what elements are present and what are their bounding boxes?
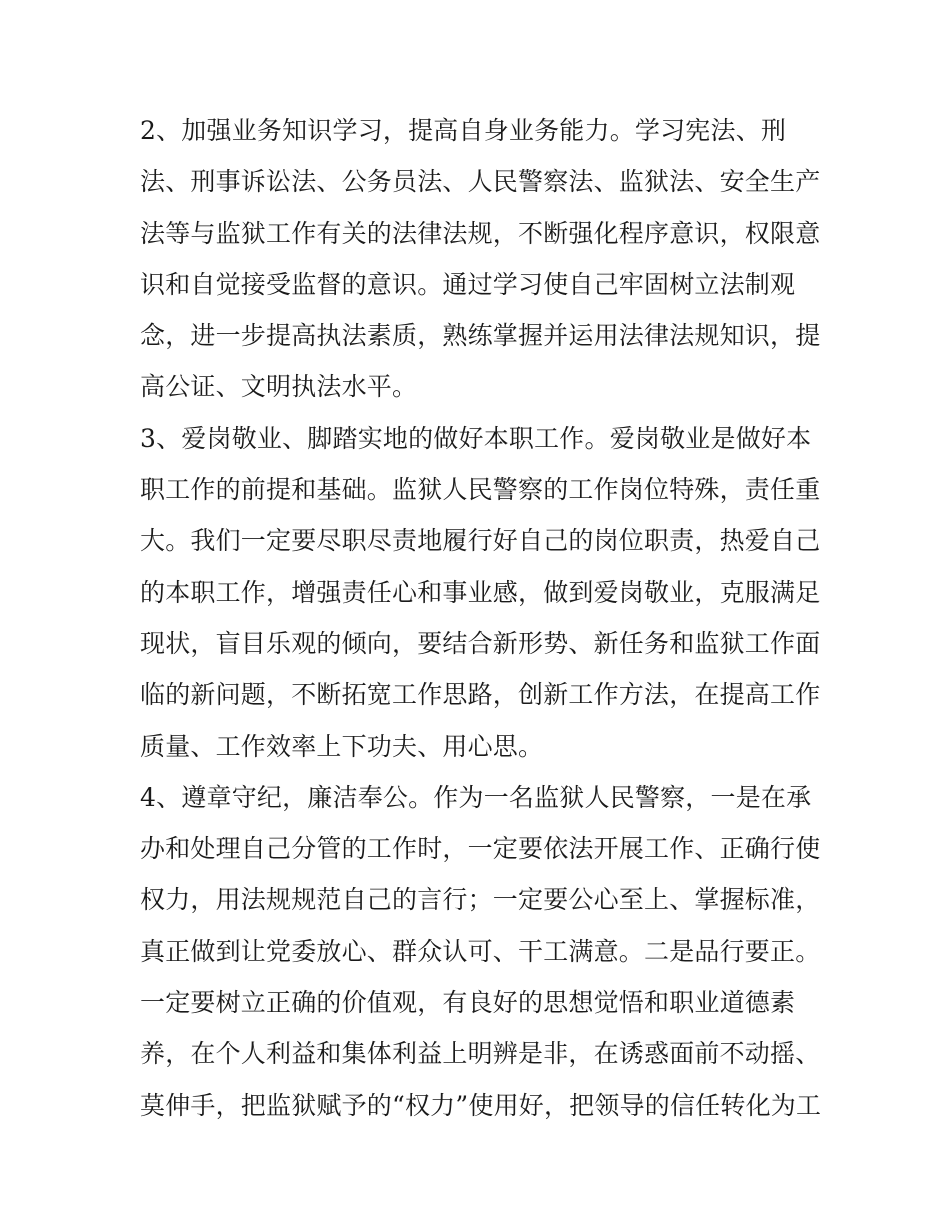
text-line: 养，在个人利益和集体利益上明辨是非，在诱惑面前不动摇、 <box>140 1039 821 1069</box>
text-line: 临的新问题，不断拓宽工作思路，创新工作方法，在提高工作 <box>140 680 821 710</box>
text-line: 识和自觉接受监督的意识。通过学习使自己牢固树立法制观 <box>140 269 796 299</box>
text-line: 4、遵章守纪，廉洁奉公。作为一名监狱人民警察，一是在承 <box>140 782 812 812</box>
text-line: 真正做到让党委放心、群众认可、干工满意。二是品行要正。 <box>140 936 821 966</box>
text-line: 法等与监狱工作有关的法律法规，不断强化程序意识，权限意 <box>140 218 821 248</box>
text-line: 权力，用法规规范自己的言行；一定要公心至上、掌握标准， <box>140 885 821 915</box>
text-line: 一定要树立正确的价值观，有良好的思想觉悟和职业道德素 <box>140 988 796 1018</box>
text-line: 念，进一步提高执法素质，熟练掌握并运用法律法规知识，提 <box>140 321 821 351</box>
text-line: 莫伸手，把监狱赋予的“权力”使用好，把领导的信任转化为工 <box>140 1090 822 1120</box>
text-line: 大。我们一定要尽职尽责地履行好自己的岗位职责，热爱自己 <box>140 526 821 556</box>
document-body <box>140 105 822 1131</box>
text-line: 办和处理自己分管的工作时，一定要依法开展工作、正确行使 <box>140 834 821 864</box>
text-line: 的本职工作，增强责任心和事业感，做到爱岗敬业，克服满足 <box>140 577 821 607</box>
text-line: 2、加强业务知识学习，提高自身业务能力。学习宪法、刑 <box>140 116 787 145</box>
text-line: 质量、工作效率上下功夫、用心思。 <box>140 731 544 761</box>
text-line: 高公证、文明执法水平。 <box>140 372 418 402</box>
text-line: 职工作的前提和基础。监狱人民警察的工作岗位特殊，责任重 <box>140 475 821 505</box>
text-line: 3、爱岗敬业、脚踏实地的做好本职工作。爱岗敬业是做好本 <box>140 423 812 453</box>
text-line: 现状，盲目乐观的倾向，要结合新形势、新任务和监狱工作面 <box>140 628 821 658</box>
text-line: 法、刑事诉讼法、公务员法、人民警察法、监狱法、安全生产 <box>140 167 821 197</box>
